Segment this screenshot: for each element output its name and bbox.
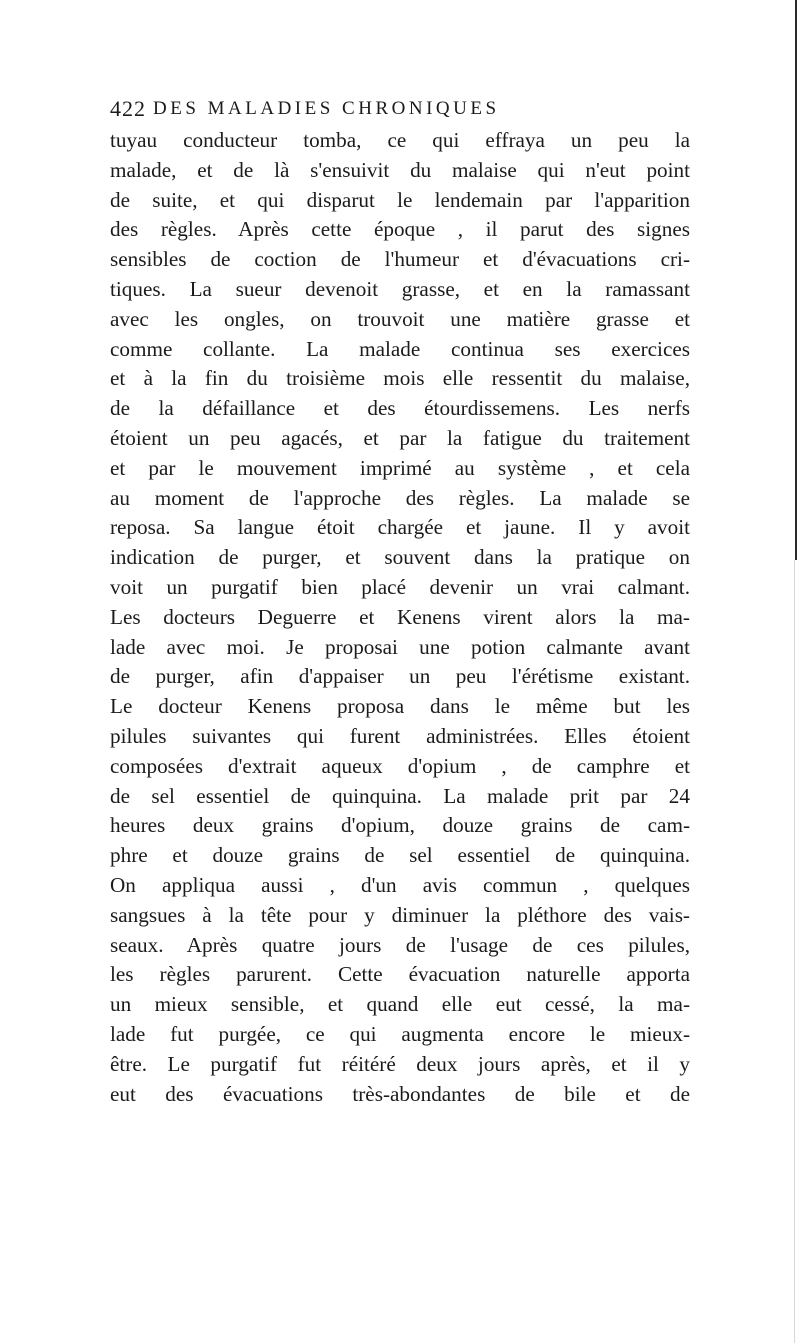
text-line: composées d'extrait aqueux d'opium , de camphre et	[110, 753, 690, 778]
text-line: sangsues à la tête pour y diminuer la pléthore des vais-	[110, 902, 690, 927]
text-line: être. Le purgatif fut réitéré deux jours après, et il y	[110, 1051, 690, 1076]
text-line: indication de purger, et souvent dans la pratique on	[110, 545, 690, 570]
text-line: un mieux sensible, et quand elle eut cessé, la ma-	[110, 992, 690, 1017]
page-header	[110, 96, 670, 122]
text-line: pilules suivantes qui furent administrées. Elles étoient	[110, 723, 690, 748]
text-line: phre et douze grains de sel essentiel de quinquina.	[110, 843, 690, 868]
running-title: DES MALADIES CHRONIQUES	[153, 98, 500, 119]
text-line: lade fut purgée, ce qui augmenta encore le mieux-	[110, 1021, 690, 1046]
text-line: de la défaillance et des étourdissemens. Les nerfs	[110, 396, 690, 421]
text-line: reposa. Sa langue étoit chargée et jaune. Il y avoit	[110, 515, 690, 540]
text-line: et à la fin du troisième mois elle ressentit du malaise,	[110, 366, 690, 391]
text-line: au moment de l'approche des règles. La malade se	[110, 485, 690, 510]
page-edge-shadow	[795, 0, 797, 560]
text-line: On appliqua aussi , d'un avis commun , quelques	[110, 872, 690, 897]
text-line: comme collante. La malade continua ses exercices	[110, 336, 690, 361]
text-line: malade, et de là s'ensuivit du malaise qui n'eut point	[110, 157, 690, 182]
text-line: heures deux grains d'opium, douze grains de cam-	[110, 813, 690, 838]
page-edge-fade	[794, 560, 795, 1343]
text-line: les règles parurent. Cette évacuation naturelle apporta	[110, 962, 690, 987]
text-line: lade avec moi. Je proposai une potion calmante avant	[110, 634, 690, 659]
text-line: avec les ongles, on trouvoit une matière grasse et	[110, 306, 690, 331]
page-number: 422	[110, 96, 146, 121]
text-line: sensibles de coction de l'humeur et d'évacuations cri-	[110, 247, 690, 272]
text-line: voit un purgatif bien placé devenir un vrai calmant.	[110, 574, 690, 599]
text-line: de suite, et qui disparut le lendemain par l'apparition	[110, 187, 690, 212]
text-line: de purger, afin d'appaiser un peu l'érétisme existant.	[110, 664, 690, 689]
text-line: Le docteur Kenens proposa dans le même but les	[110, 694, 690, 719]
text-line: seaux. Après quatre jours de l'usage de ces pilules,	[110, 932, 690, 957]
text-line: étoient un peu agacés, et par la fatigue du traitement	[110, 425, 690, 450]
body-text	[110, 126, 690, 1109]
text-line: Les docteurs Deguerre et Kenens virent alors la ma-	[110, 604, 690, 629]
text-line: tuyau conducteur tomba, ce qui effraya un peu la	[110, 128, 690, 152]
text-line: de sel essentiel de quinquina. La malade prit par 24	[110, 783, 690, 808]
text-line: eut des évacuations très-abondantes de bile et de	[110, 1081, 690, 1106]
text-line: et par le mouvement imprimé au système , et cela	[110, 455, 690, 480]
text-line: tiques. La sueur devenoit grasse, et en la ramassant	[110, 276, 690, 301]
text-line: des règles. Après cette époque , il parut des signes	[110, 217, 690, 242]
